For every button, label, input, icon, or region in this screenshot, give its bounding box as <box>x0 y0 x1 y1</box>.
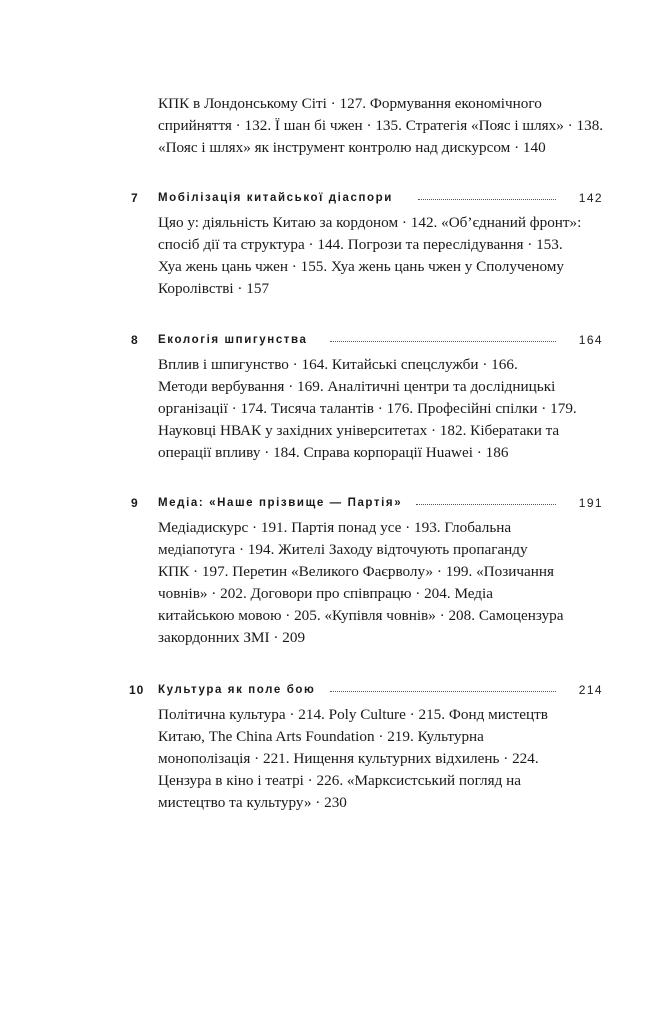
description-line: Королівстві · 157 <box>158 280 270 297</box>
description-line: Китаю, The China Arts Foundation · 219. Культурна <box>158 728 484 745</box>
chapter-10[interactable] <box>0 680 667 811</box>
chapter-number: 10 <box>129 683 145 697</box>
chapter-page-number[interactable]: 164 <box>578 333 603 347</box>
description-line: КПК в Лондонському Сіті · 127. Формування економічного <box>158 95 542 112</box>
chapter-sections <box>158 212 598 300</box>
description-line: «Пояс і шлях» як інструмент контролю над дискурсом · 140 <box>158 139 546 156</box>
chapter-heading[interactable] <box>0 188 667 210</box>
description-line: спосіб дії та структура · 144. Погрози та переслідування · 153. <box>158 236 563 253</box>
chapter-sections <box>158 354 598 464</box>
chapter-number: 8 <box>131 333 139 347</box>
chapter-title[interactable]: Медіа: «Наше прізвище — Партія» <box>158 497 403 509</box>
description-line: мистецтво та культуру» · 230 <box>158 794 347 811</box>
description-line: Політична культура · 214. Poly Culture · 215. Фонд мистецтв <box>158 706 548 723</box>
description-line: Науковці НВАК у західних університетах · 182. Кібератаки та <box>158 422 560 439</box>
description-line: Хуа жень цань чжен · 155. Хуа жень цань чжен у Сполученому <box>158 258 564 275</box>
chapter-heading[interactable] <box>0 680 667 702</box>
chapter-page-number[interactable]: 142 <box>578 191 603 205</box>
chapter-8[interactable] <box>0 330 667 461</box>
description-line: організації · 174. Тисяча талантів · 176. Професійні спілки · 179. <box>158 400 577 417</box>
description-line: Цяо у: діяльність Китаю за кордоном · 142. «Об’єднаний фронт»: <box>158 214 582 231</box>
chapter-description <box>158 517 598 649</box>
chapter-heading[interactable] <box>0 493 667 515</box>
chapter-page-number[interactable]: 214 <box>578 683 603 697</box>
chapter-sections <box>158 517 598 649</box>
dot-leader <box>330 691 556 692</box>
description-line: Медіадискурс · 191. Партія понад усе · 193. Глобальна <box>158 519 512 536</box>
chapter-description <box>158 212 598 300</box>
chapter-page-number[interactable]: 191 <box>578 496 603 510</box>
chapter-description <box>158 93 604 159</box>
chapter-sections <box>158 704 598 814</box>
dot-leader <box>418 199 556 200</box>
description-line: операції впливу · 184. Справа корпорації Huawei · 186 <box>158 444 509 461</box>
description-line: Методи вербування · 169. Аналітичні центри та дослідницькі <box>158 378 556 395</box>
chapter-title[interactable]: Мобілізація китайської діаспори <box>158 192 393 204</box>
chapter-number: 9 <box>131 496 139 510</box>
chapter-title[interactable]: Культура як поле бою <box>158 684 316 696</box>
chapter-description <box>158 704 598 814</box>
chapter-7[interactable] <box>0 188 667 297</box>
description-line: човнів» · 202. Договори про співпрацю · 204. Медіа <box>158 585 493 602</box>
description-line: медіапотуга · 194. Жителі Заходу відточують пропаганду <box>158 541 528 558</box>
continued-chapter-entries <box>158 93 604 159</box>
chapter-number: 7 <box>131 191 139 205</box>
description-line: монополізація · 221. Нищення культурних відхилень · 224. <box>158 750 539 767</box>
chapter-heading[interactable] <box>0 330 667 352</box>
chapter-title[interactable]: Екологія шпигунства <box>158 334 308 346</box>
description-line: сприйняття · 132. Ї шан бі чжен · 135. Стратегія «Пояс і шлях» · 138. <box>158 117 604 134</box>
description-line: КПК · 197. Перетин «Великого Фаєрволу» · 199. «Позичання <box>158 563 554 580</box>
chapter-9[interactable] <box>0 493 667 646</box>
description-line: китайською мовою · 205. «Купівля човнів» · 208. Самоцензура <box>158 607 564 624</box>
dot-leader <box>416 504 556 505</box>
description-line: Цензура в кіно і театрі · 226. «Марксистський погляд на <box>158 772 522 789</box>
chapter-description <box>158 354 598 464</box>
dot-leader <box>330 341 556 342</box>
description-line: Вплив і шпигунство · 164. Китайські спецслужби · 166. <box>158 356 518 373</box>
description-line: закордонних ЗМІ · 209 <box>158 629 306 646</box>
